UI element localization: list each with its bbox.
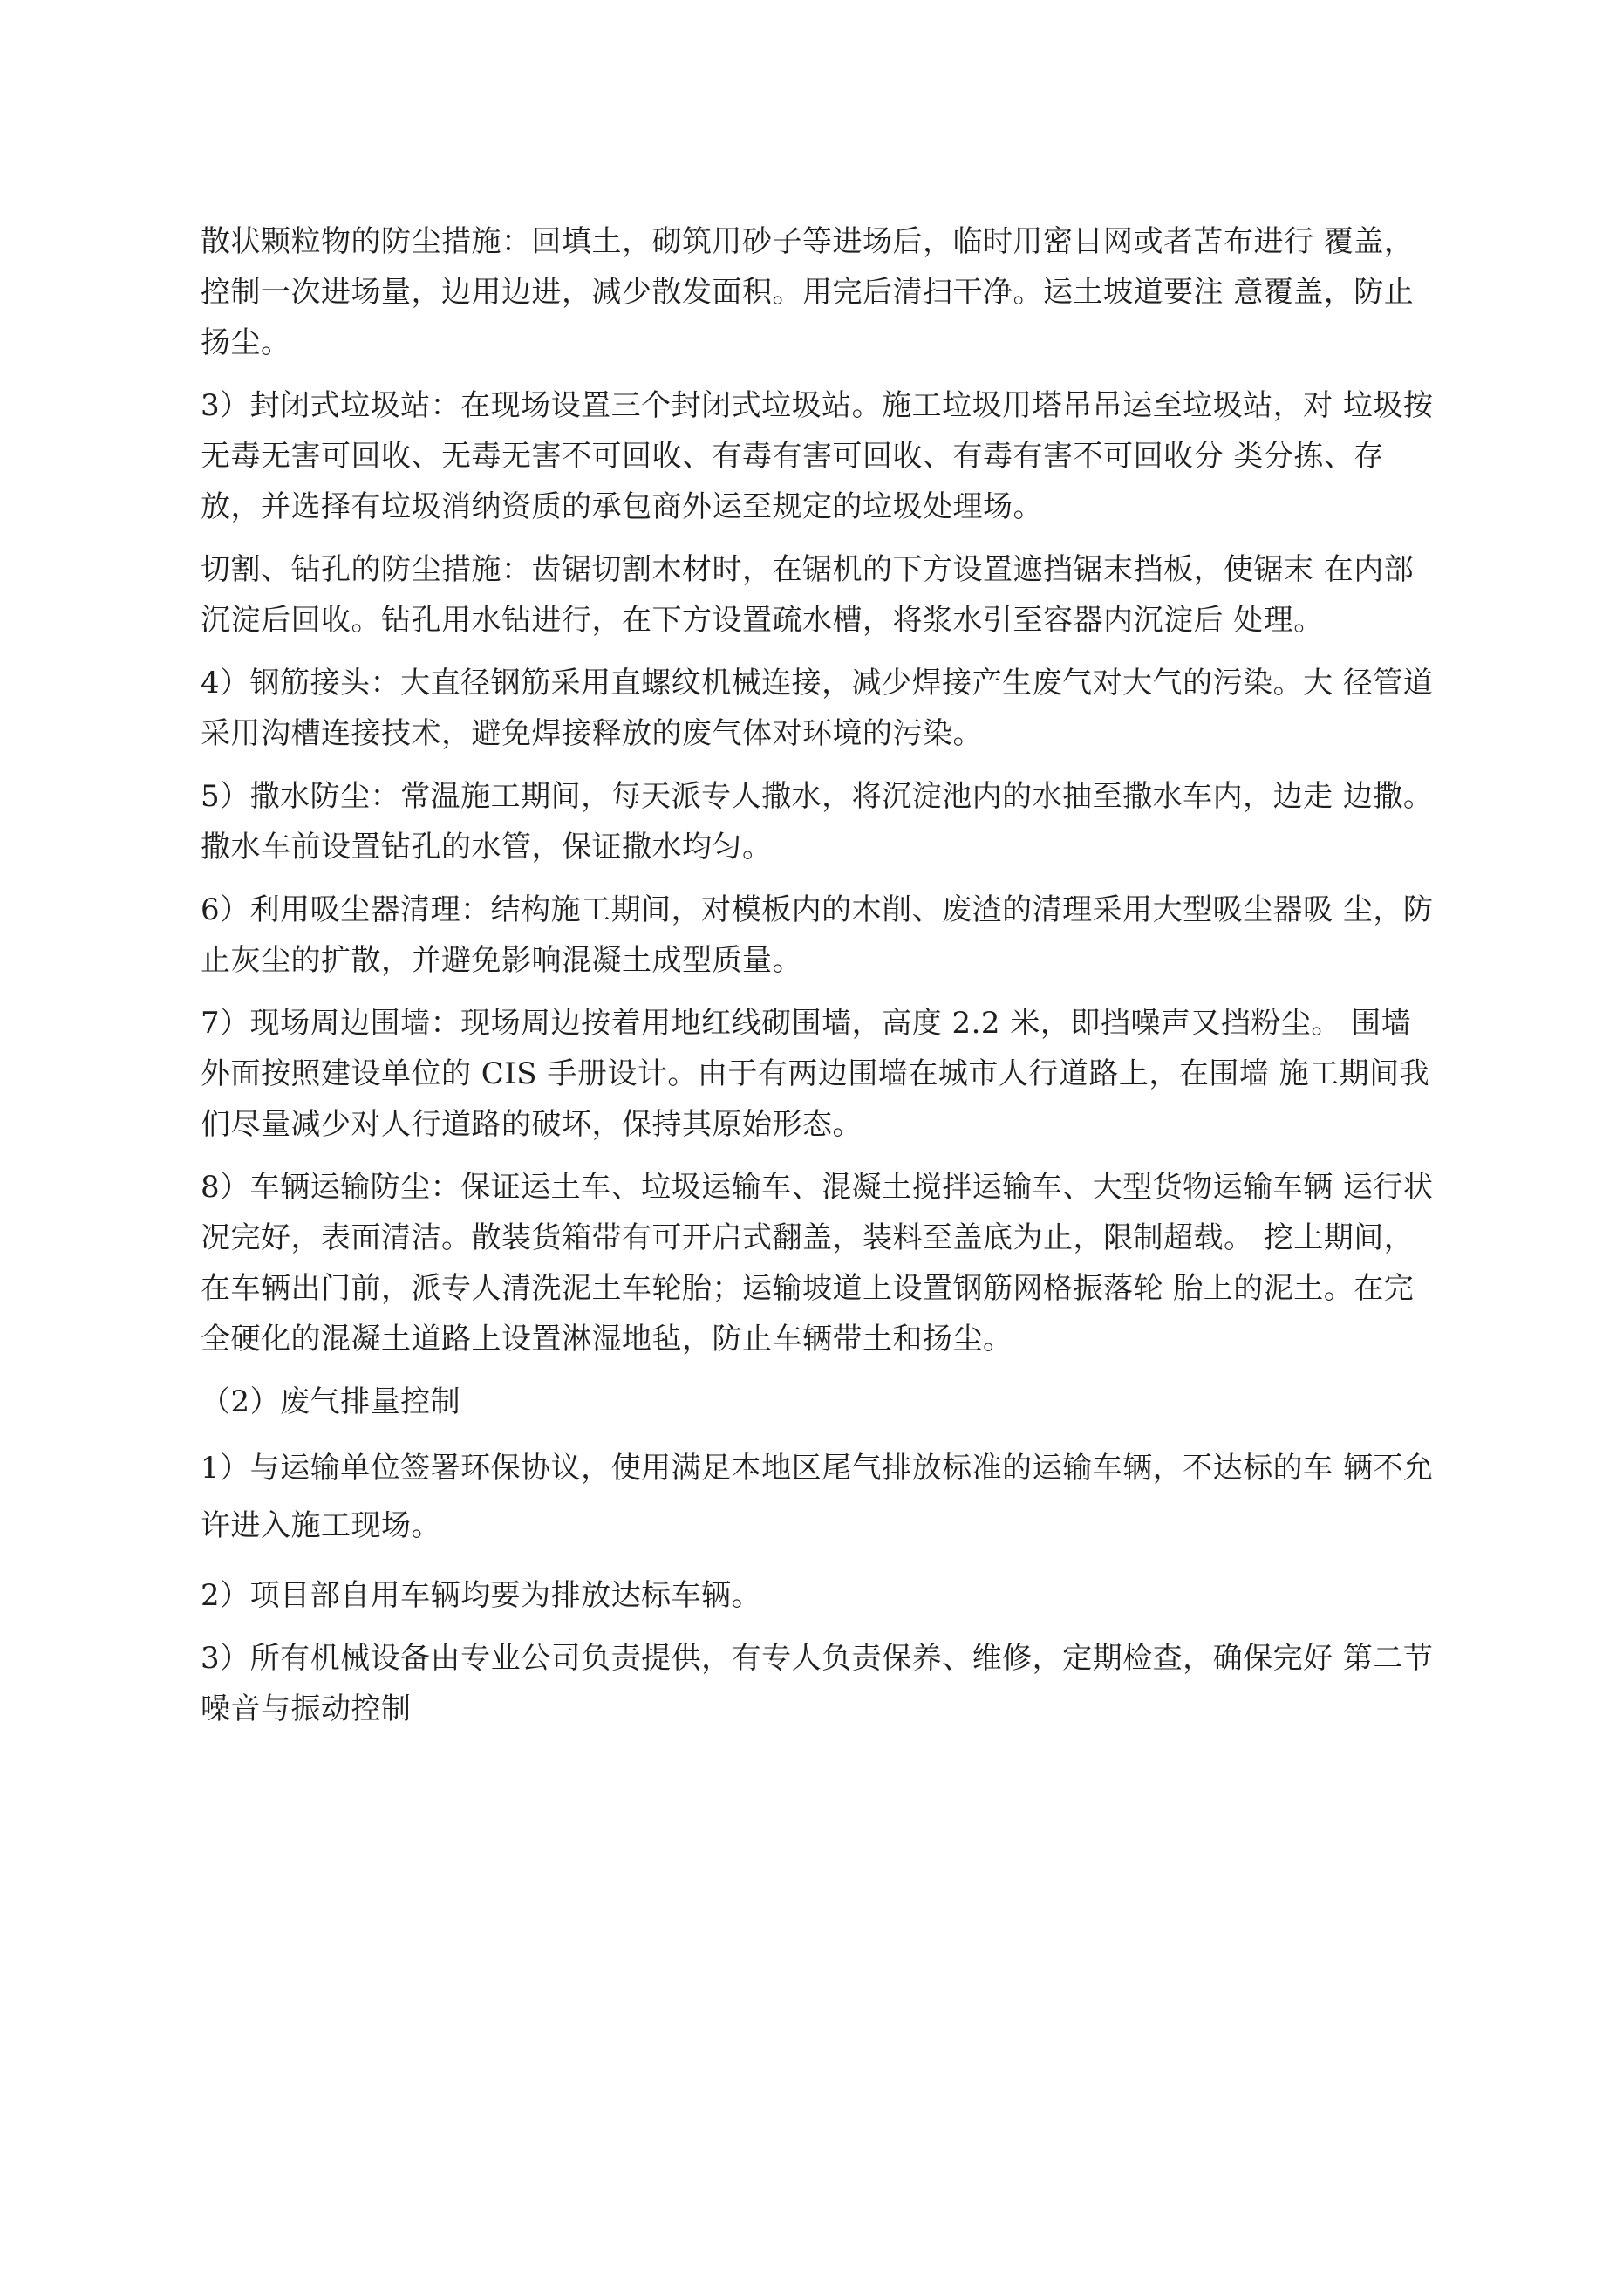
- paragraph-rebar-joint: 4）钢筋接头：大直径钢筋采用直螺纹机械连接，减少焊接产生废气对大气的污染。大 径管道采用沟槽连接技术，避免焊接释放的废气体对环境的污染。: [201, 666, 1434, 751]
- document-body: [201, 216, 1439, 1746]
- paragraph-vehicle-transport: 8）车辆运输防尘：保证运土车、垃圾运输车、混凝土搅拌运输车、大型货物运输车辆 运行状况完好，表面清洁。散装货箱带有可开启式翻盖，装料至盖底为止，限制超载。 挖土期间，在车辆出门前，派专人清洗泥土车轮胎；运输坡道上设置钢筋网格振落轮 胎上的泥土。在完全硬化的混凝土道路上设置淋湿地毡，防止车辆带土和扬尘。: [201, 1170, 1434, 1356]
- paragraph-project-vehicles: 2）项目部自用车辆均要为排放达标车辆。: [201, 1578, 762, 1613]
- paragraph-dust-granular: 散状颗粒物的防尘措施：回填土，砌筑用砂子等进场后，临时用密目网或者苫布进行 覆盖，控制一次进场量，边用边进，减少散发面积。用完后清扫干净。运土坡道要注 意覆盖，防止扬尘。: [201, 224, 1415, 360]
- paragraph-vacuum-cleaning: 6）利用吸尘器清理：结构施工期间，对模板内的木削、废渣的清理采用大型吸尘器吸 尘，防止灰尘的扩散，并避免影响混凝土成型质量。: [201, 892, 1434, 978]
- section-heading-exhaust-control: （2）废气排量控制: [201, 1384, 461, 1419]
- paragraph-site-wall: 7）现场周边围墙：现场周边按着用地红线砌围墙，高度 2.2 米，即挡噪声又挡粉尘。 围墙外面按照建设单位的 CIS 手册设计。由于有两边围墙在城市人行道路上，在围墙 施工期间我们尽量减少对人行道路的破坏，保持其原始形态。: [201, 1006, 1430, 1142]
- paragraph-machinery-maintenance: 3）所有机械设备由专业公司负责提供，有专人负责保养、维修，定期检查，确保完好 第二节噪音与振动控制: [201, 1641, 1434, 1726]
- paragraph-transport-agreement: 1）与运输单位签署环保协议，使用满足本地区尾气排放标准的运输车辆，不达标的车 辆不允许进入施工现场。: [201, 1451, 1434, 1543]
- paragraph-cutting-drilling: 切割、钻孔的防尘措施：齿锯切割木材时，在锯机的下方设置遮挡锯末挡板，使锯末 在内部沉淀后回收。钻孔用水钻进行，在下方设置疏水槽，将浆水引至容器内沉淀后 处理。: [201, 552, 1415, 638]
- paragraph-garbage-station: 3）封闭式垃圾站：在现场设置三个封闭式垃圾站。施工垃圾用塔吊吊运至垃圾站，对 垃圾按无毒无害可回收、无毒无害不可回收、有毒有害可回收、有毒有害不可回收分 类分拣、存放，并选择有垃圾消纳资质的承包商外运至规定的垃圾处理场。: [201, 388, 1434, 524]
- paragraph-water-spray: 5）撒水防尘：常温施工期间，每天派专人撒水，将沉淀池内的水抽至撒水车内，边走 边撒。撒水车前设置钻孔的水管，保证撒水均匀。: [201, 779, 1434, 864]
